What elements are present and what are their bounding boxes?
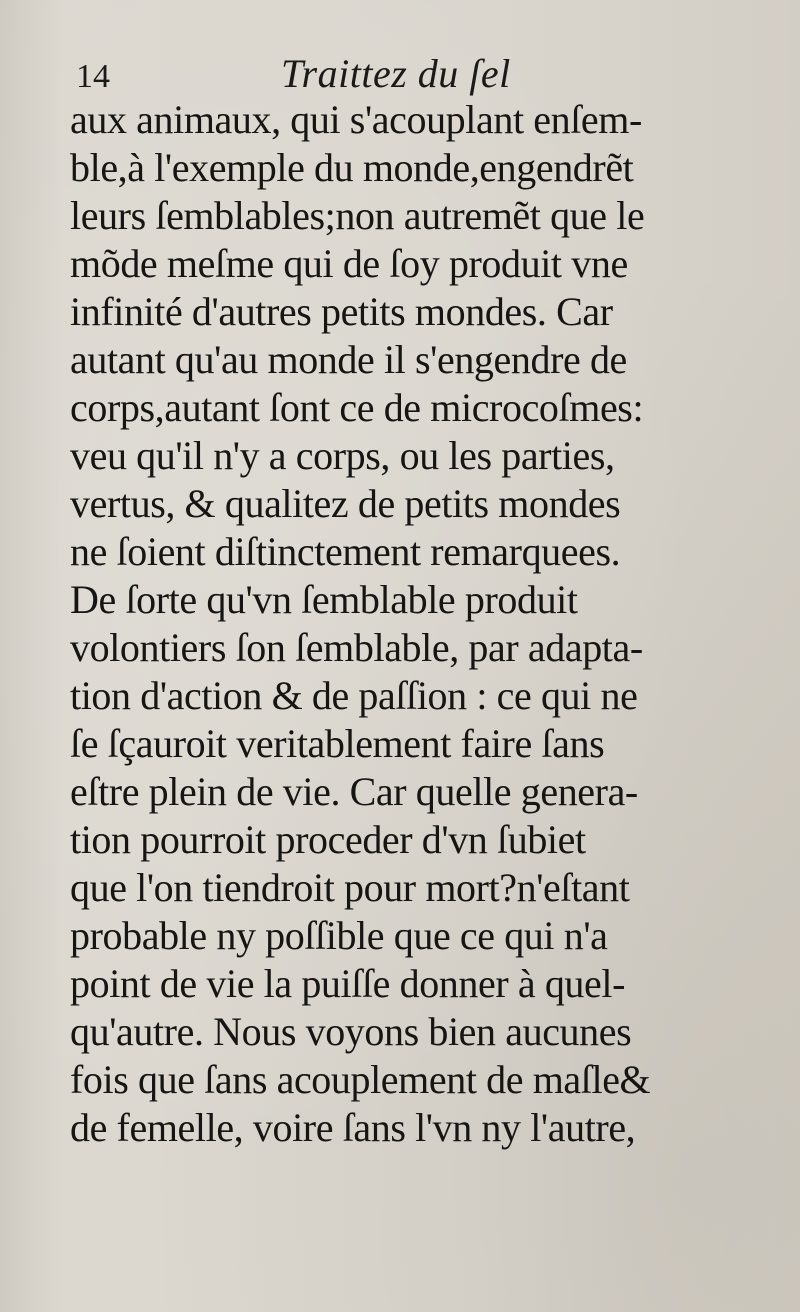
text-line: fois que ſans acouplement de maſle& [70, 1057, 651, 1102]
text-line: corps,autant ſont ce de microcoſmes: [70, 385, 644, 430]
text-line: probable ny poſſible que ce qui n'a [70, 913, 608, 958]
text-line: leurs ſemblables;non autremẽt que le [70, 193, 645, 238]
text-line: De ſorte qu'vn ſemblable produit [70, 577, 578, 622]
text-line: volontiers ſon ſemblable, par adapta- [70, 625, 643, 670]
page-number: 14 [76, 58, 110, 95]
page-header [76, 50, 696, 100]
text-line: tion d'action & de paſſion : ce qui ne [70, 673, 638, 718]
text-line: infinité d'autres petits mondes. Car [70, 289, 613, 334]
text-line: que l'on tiendroit pour mort?n'eſtant [70, 865, 630, 910]
text-line: vertus, & qualitez de petits mondes [70, 481, 621, 526]
running-title: Traittez du ſel [281, 51, 511, 96]
text-line: autant qu'au monde il s'engendre de [70, 337, 627, 382]
text-line: de femelle, voire ſans l'vn ny l'autre, [70, 1105, 636, 1150]
text-line: tion pourroit proceder d'vn ſubiet [70, 817, 586, 862]
text-line: ne ſoient diſtinctement remarquees. [70, 529, 621, 574]
text-line: eſtre plein de vie. Car quelle genera- [70, 769, 638, 814]
text-line: veu qu'il n'y a corps, ou les parties, [70, 433, 615, 478]
text-line: ſe ſçauroit veritablement faire ſans [70, 721, 605, 766]
text-line: point de vie la puiſſe donner à quel- [70, 961, 626, 1006]
body-text [70, 96, 710, 1152]
text-line: mõde meſme qui de ſoy produit vne [70, 241, 628, 286]
text-line: aux animaux, qui s'acouplant enſem- [70, 97, 642, 142]
text-line: ble,à l'exemple du monde,engendrẽt [70, 145, 634, 190]
text-line: qu'autre. Nous voyons bien aucunes [70, 1009, 632, 1054]
